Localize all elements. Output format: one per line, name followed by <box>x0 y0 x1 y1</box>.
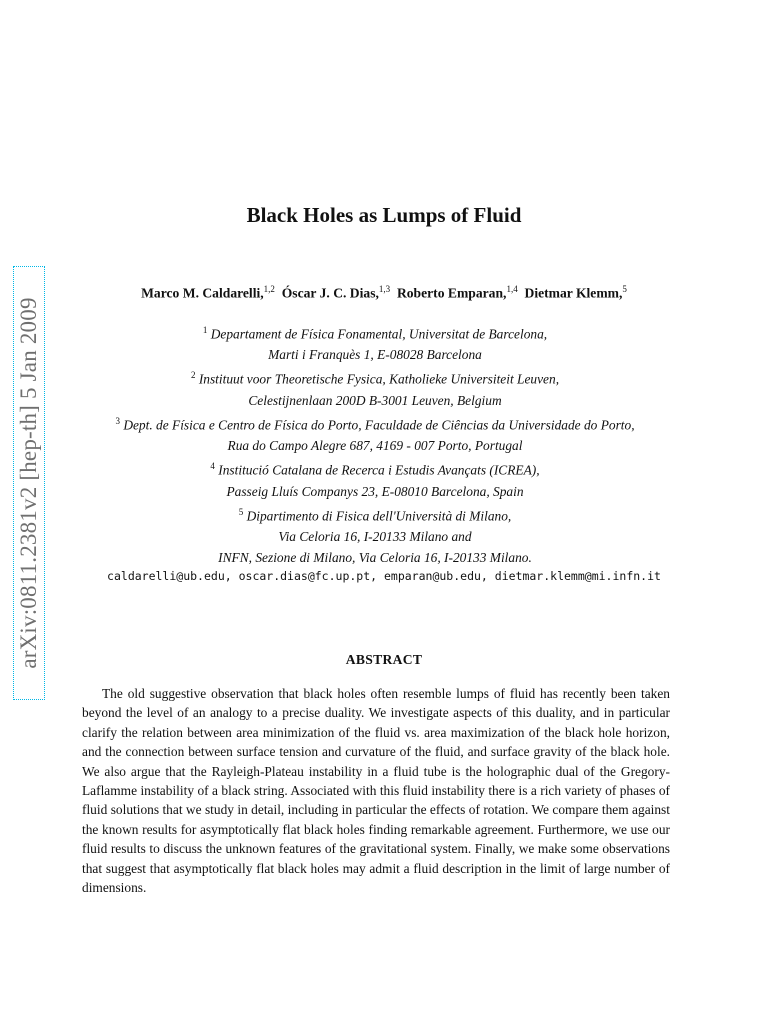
affiliation-line: Passeig Lluís Companys 23, E-08010 Barcelona, Spain <box>226 483 524 499</box>
affiliation-2 <box>70 365 680 410</box>
affiliation-3 <box>70 411 680 456</box>
affiliation-number: 5 <box>238 506 244 517</box>
affiliation-line: Dipartimento di Fisica dell'Università di Milano, <box>246 508 512 524</box>
affiliation-line: Marti i Franquès 1, E-08028 Barcelona <box>268 347 482 363</box>
affiliation-line: Institució Catalana de Recerca i Estudis Avançats (ICREA), <box>218 462 540 478</box>
affiliation-line: Celestijnenlaan 200D B-3001 Leuven, Belgium <box>248 392 502 408</box>
affiliations <box>70 320 680 568</box>
arxiv-sidebar-stamp <box>13 266 45 700</box>
affiliation-line: Instituut voor Theoretische Fysica, Katholieke Universiteit Leuven, <box>198 371 560 387</box>
author-name: Dietmar Klemm, <box>524 285 623 301</box>
author-affil-sup: 1,3 <box>378 284 391 294</box>
affiliation-line: Rua do Campo Alegre 687, 4169 - 007 Porto, Portugal <box>227 438 523 454</box>
affiliation-1 <box>70 320 680 365</box>
abstract-heading: ABSTRACT <box>345 652 423 667</box>
author-affil-sup: 5 <box>622 284 627 294</box>
author-name: Marco M. Caldarelli, <box>141 285 264 301</box>
arxiv-identifier: arXiv:0811.2381v2 [hep-th] 5 Jan 2009 <box>16 297 41 669</box>
author-affil-sup: 1,2 <box>263 284 275 294</box>
author-name: Roberto Emparan, <box>396 285 507 301</box>
affiliation-line: Via Celoria 16, I-20133 Milano and <box>278 529 472 545</box>
affiliation-5 <box>70 502 680 568</box>
author-name: Óscar J. C. Dias, <box>281 285 379 301</box>
author-emails: caldarelli@ub.edu, oscar.dias@fc.up.pt, emparan@ub.edu, dietmar.klemm@mi.infn.it <box>107 569 661 583</box>
affiliation-number: 3 <box>115 415 120 426</box>
author-list <box>0 284 768 302</box>
affiliation-line: Dept. de Física e Centro de Física do Porto, Faculdade de Ciências da Universidade do Porto, <box>123 417 635 433</box>
affiliation-number: 4 <box>210 461 215 472</box>
author-affil-sup: 1,4 <box>506 284 518 294</box>
affiliation-line: INFN, Sezione di Milano, Via Celoria 16, I-20133 Milano. <box>218 550 532 566</box>
affiliation-number: 1 <box>202 325 208 335</box>
paper-title: Black Holes as Lumps of Fluid <box>246 203 522 227</box>
affiliation-line: Departament de Física Fonamental, Universitat de Barcelona, <box>210 326 548 342</box>
abstract-body: The old suggestive observation that black holes often resemble lumps of fluid has recently been taken beyond the level of an analogy to a precise duality. We investigate aspects of this duality, and in particular clarify the relation between area minimization of the fluid vs. area maximization of the black hole horizon, and the connection between surface tension and curvature of the fluid, and surface gravity of the black hole. We also argue that the Rayleigh-Plateau instability in a fluid tube is the holographic dual of the Gregory-Laflamme instability of a black string. Associated with this fluid instability there is a rich variety of phases of fluid solutions that we study in detail, including in particular the effects of rotation. We compare them against the known results for asymptotically flat black holes finding remarkable agreement. Furthermore, we use our fluid results to discuss the unknown features of the gravitational system. Finally, we make some observations that suggest that asymptotically flat black holes may admit a fluid description in the limit of large number of dimensions. <box>82 686 670 896</box>
affiliation-4 <box>70 456 680 501</box>
affiliation-number: 2 <box>190 370 196 381</box>
